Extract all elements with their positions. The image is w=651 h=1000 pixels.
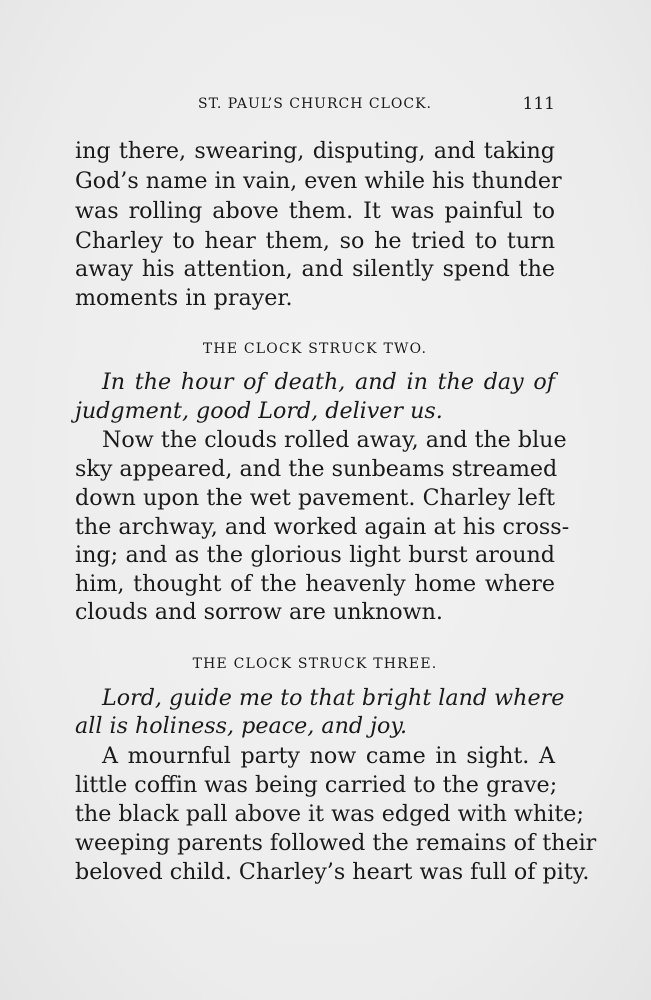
running-title: ST. PAUL’S CHURCH CLOCK. — [198, 96, 432, 112]
running-head — [75, 94, 555, 118]
prayer-line: judgment, good Lord, deliver us. — [75, 398, 443, 424]
text-line: the black pall above it was edged with white; — [75, 801, 584, 827]
text-line: little coffin was being carried to the grave; — [75, 772, 558, 798]
text-line: down upon the wet pavement. Charley left — [75, 485, 555, 511]
text-line: clouds and sorrow are unknown. — [75, 599, 443, 625]
prayer-line: all is holiness, peace, and joy. — [75, 713, 408, 739]
text-line: beloved child. Charley’s heart was full of pity. — [75, 859, 590, 885]
text-line: God’s name in vain, even while his thunder — [75, 168, 562, 194]
prayer-line: Lord, guide me to that bright land where — [102, 685, 565, 711]
text-line: him, thought of the heavenly home where — [75, 571, 555, 597]
section-heading: THE CLOCK STRUCK TWO. — [202, 341, 428, 357]
text-line: Now the clouds rolled away, and the blue — [102, 427, 567, 453]
text-line: ing there, swearing, disputing, and taking — [75, 138, 555, 164]
page-number: 111 — [522, 94, 555, 114]
text-line: A mournful party now came in sight. A — [102, 743, 555, 769]
text-line: Charley to hear them, so he tried to turn — [75, 228, 555, 254]
text-line: away his attention, and silently spend the — [75, 256, 555, 282]
text-line: moments in prayer. — [75, 285, 293, 311]
text-line: sky appeared, and the sunbeams streamed — [75, 456, 558, 482]
text-line: weeping parents followed the remains of their — [75, 830, 597, 856]
text-line: was rolling above them. It was painful to — [75, 198, 555, 224]
section-heading: THE CLOCK STRUCK THREE. — [192, 656, 438, 672]
text-line: ing; and as the glorious light burst around — [75, 542, 555, 568]
text-line: the archway, and worked again at his cross- — [75, 514, 570, 540]
prayer-line: In the hour of death, and in the day of — [102, 369, 555, 395]
